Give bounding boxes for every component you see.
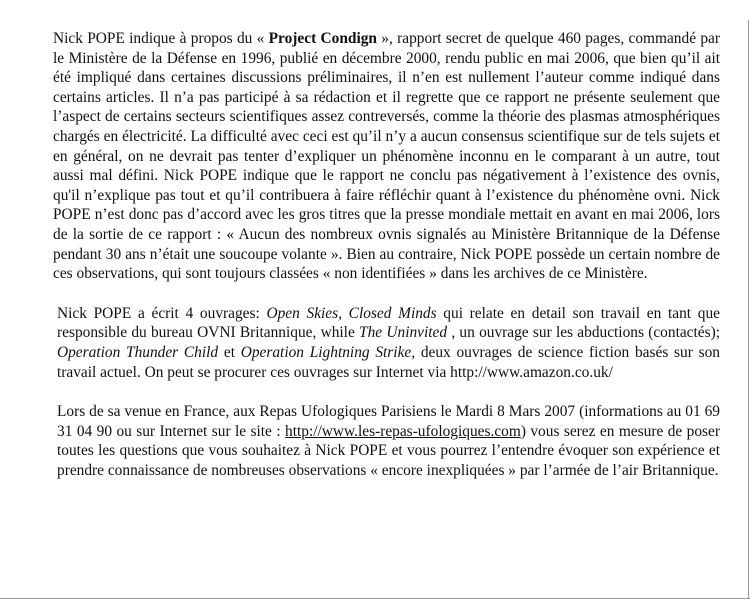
book-title-thunder-child: Operation Thunder Child <box>57 343 219 361</box>
paragraph1-text-2: », rapport secret de quelque 460 pages, commandé par le Ministère de la Défense en 1996, publié en décembre 2000, rendu public en mai 2006, que bien qu’il ait été impliqué dans certaines discussions préliminaires, il n’en est nullement l’auteur comme indiqué dans certains articles. Il n’a pas participé à sa rédaction et il regrette que ce rapport ne présente seulement que l’aspect de certains secteurs scientifiques assez contreversés, comme la théorie des plasmas atmosphériques chargés en électricité. La difficulté avec ceci est qu’il n’y a aucun consensus scientifique sur de tels sujets et en général, on ne devrait pas tenter d’expliquer un phénomène inconnu en le comparant à un autre, tout aussi mal défini. Nick POPE indique que le rapport ne conclu pas négativement à l’existence des ovnis, qu'il n’explique pas tout et qu’il contribuera à faire réfléchir quant à l’existence du phénomène ovni. Nick POPE n’est donc pas d’accord avec les gros titres que la presse mondiale mettait en avant en mai 2006, lors de la sortie de ce rapport : « Aucun des nombreux ovnis signalés au Ministère Britannique de la Défense pendant 30 ans n’était une soucoupe volante ». Bien au contraire, Nick POPE possède un certain nombre de ces observations, qui sont toujours classées « non identifiées » dans les archives de ce Ministère. <box>53 30 720 283</box>
paragraph2-text-5: deux ouvrages de science fiction basés sur son travail actuel. On peut se procurer ces ouvrages sur Internet via http://www.amazon.co.uk/ <box>57 343 720 381</box>
paragraph-books <box>53 304 720 382</box>
page-border-right <box>748 20 749 599</box>
paragraph3-text-1: Lors de sa venue en France, aux Repas Ufologiques Parisiens le Mardi 8 Mars 2007 (informations au 01 69 31 04 90 ou sur Internet sur le site : <box>57 403 720 440</box>
project-condign-title: Project Condign <box>268 30 377 47</box>
paragraph2-text-2: qui relate en detail son travail en tant que responsible du bureau OVNI Britannique, while <box>57 304 720 342</box>
paragraph2-text-1: Nick POPE a écrit 4 ouvrages: <box>57 304 267 322</box>
paragraph2-text-3: , un ouvrage sur les abductions (contactés); <box>447 324 721 342</box>
paragraph-project-condign <box>53 29 720 284</box>
paragraph-visit-france <box>53 402 720 480</box>
paragraph2-text-4: et <box>218 343 241 361</box>
book-title-uninvited: The Uninvited <box>359 324 448 342</box>
book-title-open-skies: Open Skies, Closed Minds <box>266 304 437 322</box>
repas-ufologiques-link[interactable]: http://www.les-repas-ufologiques.com <box>285 422 521 440</box>
document-body <box>53 29 720 480</box>
book-title-lightning-strike: Operation Lightning Strike, <box>240 343 416 361</box>
paragraph3-text-2: ) vous serez en mesure de poser toutes les questions que vous souhaitez à Nick POPE et vous pourrez l’entendre évoquer son expérience et prendre connaissance de nombreuses observations « encore inexpliquées » par l’armée de l’air Britannique. <box>57 422 720 479</box>
paragraph1-text-1: Nick POPE indique à propos du « <box>53 30 269 47</box>
